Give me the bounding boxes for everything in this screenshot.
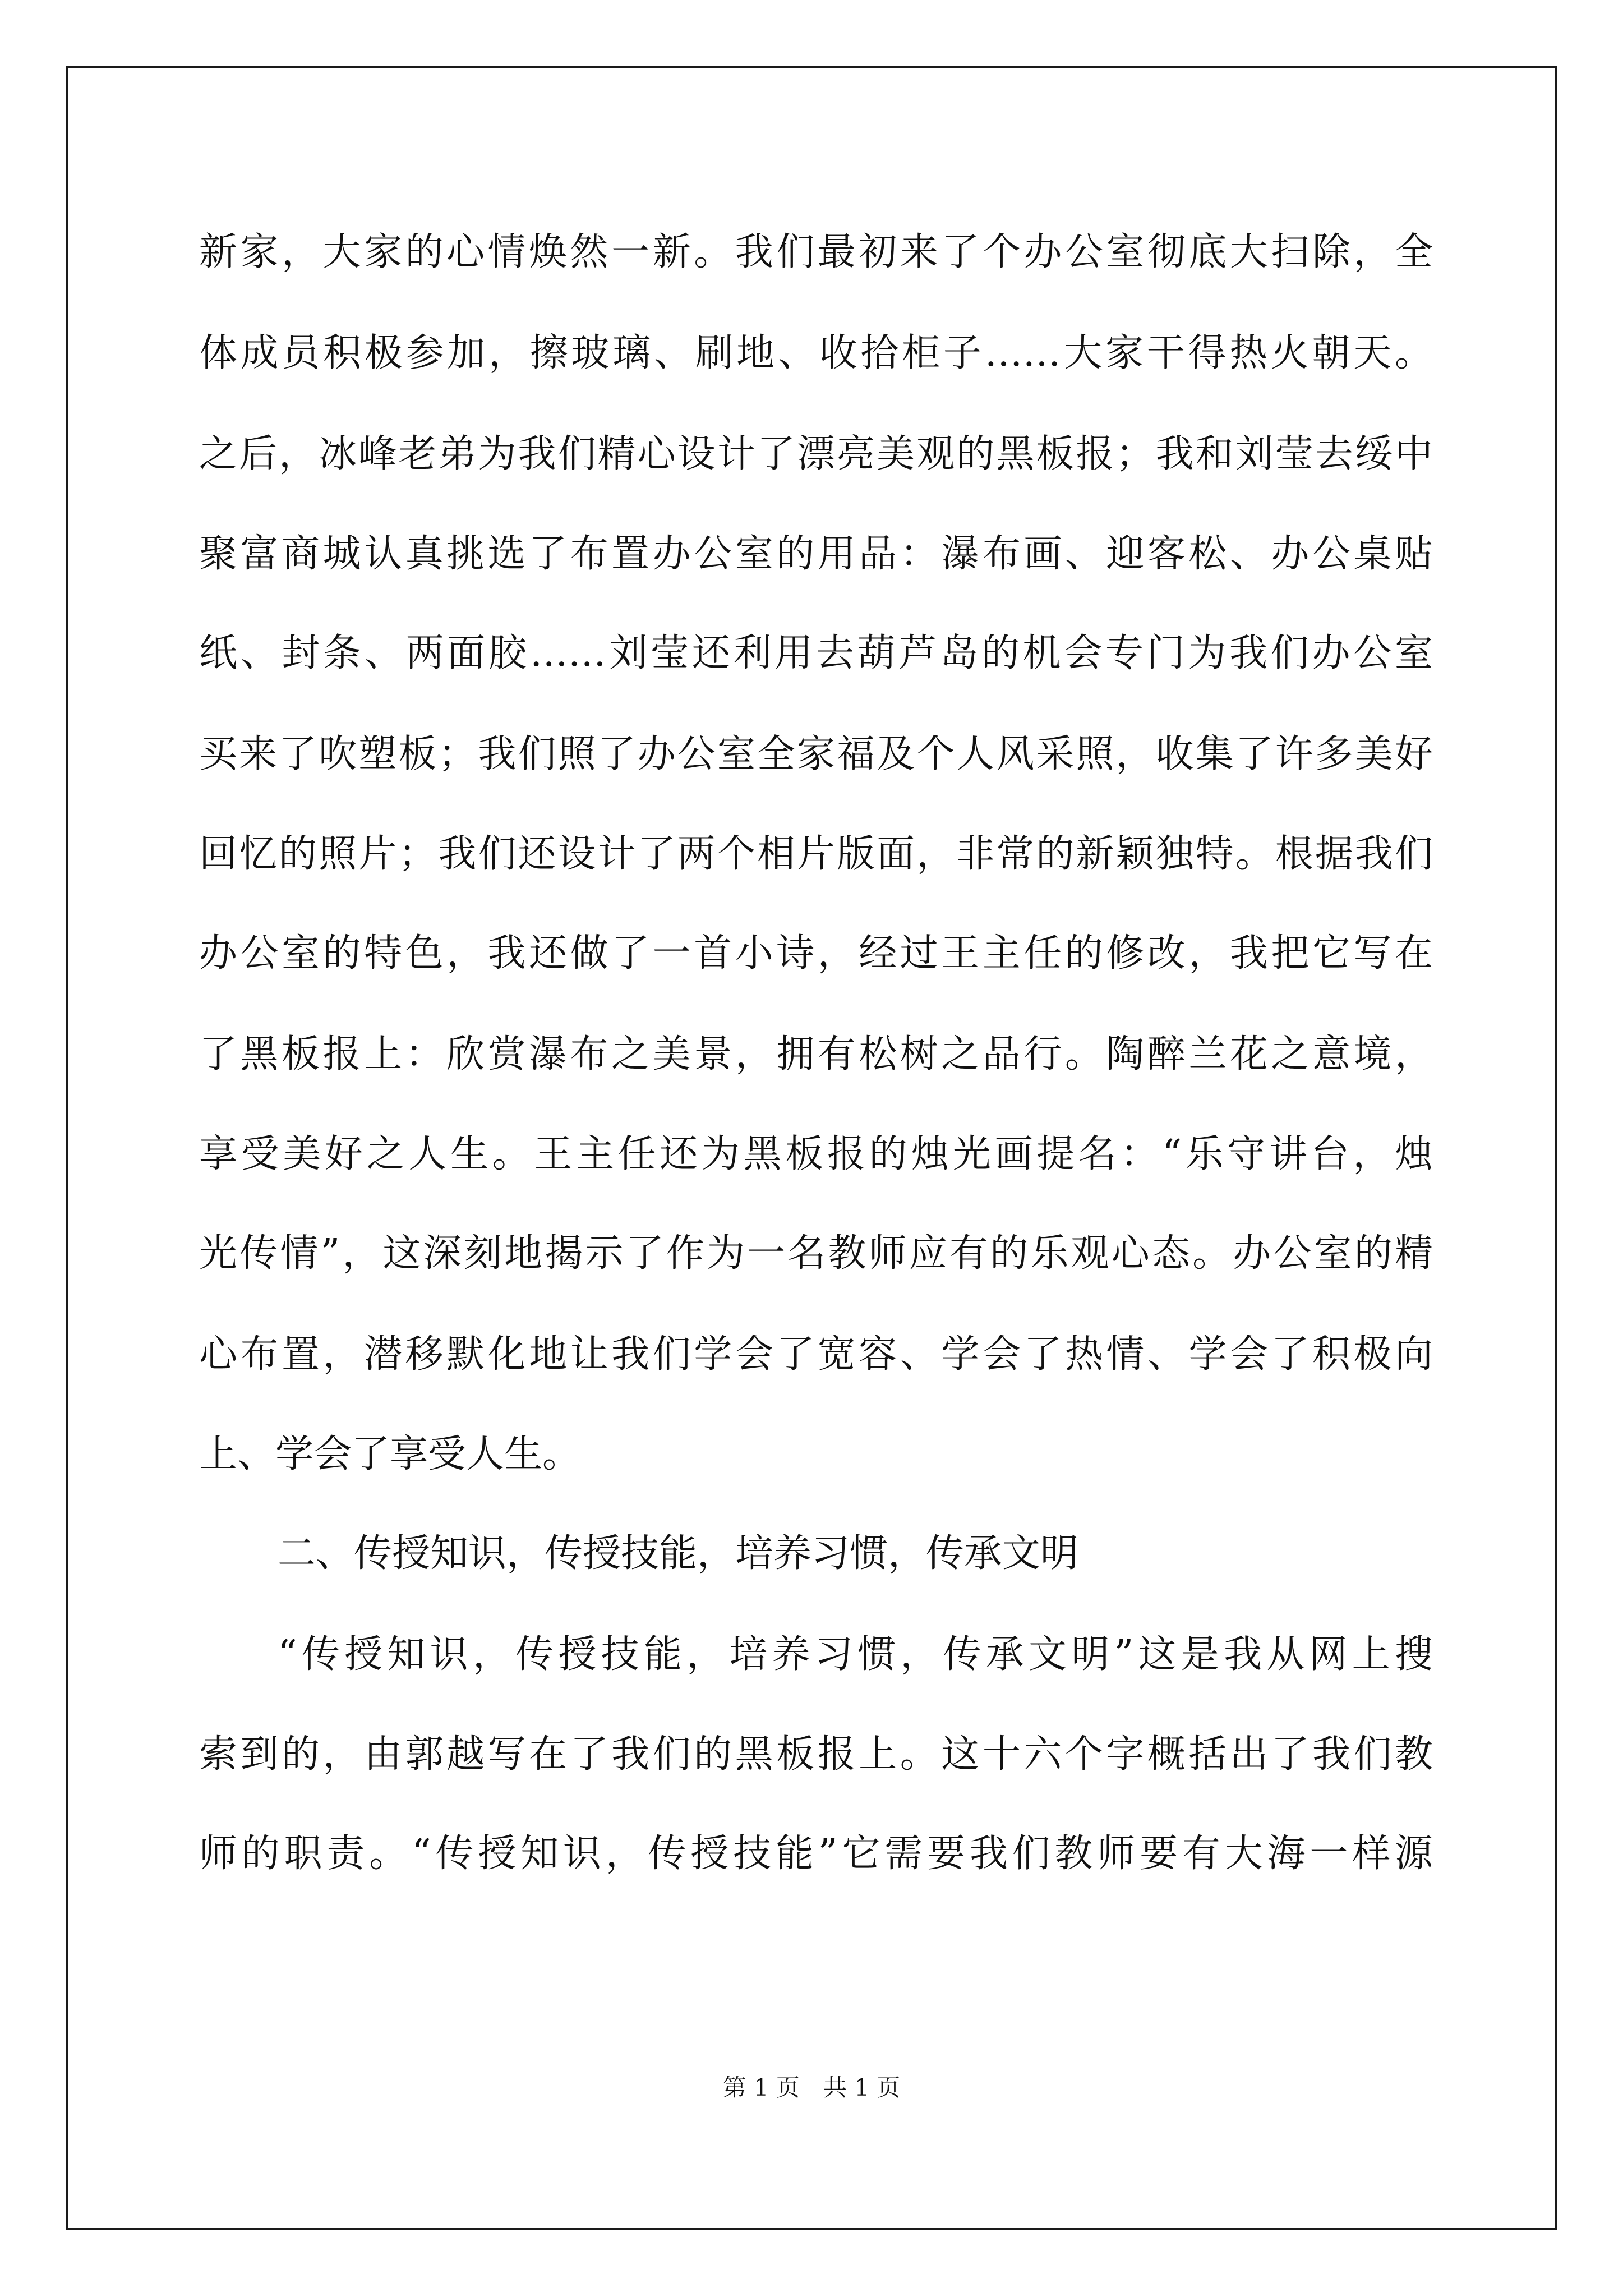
page-number-footer: 第 1 页 共 1 页 bbox=[722, 2074, 901, 2101]
text-line: “传授知识，传授技能，培养习惯，传承文明”这是我从网上搜 bbox=[278, 1632, 1433, 1677]
text-line: 聚富商城认真挑选了布置办公室的用品：瀑布画、迎客松、办公桌贴 bbox=[199, 532, 1433, 576]
text-line: 办公室的特色，我还做了一首小诗，经过王主任的修改，我把它写在 bbox=[199, 931, 1433, 976]
text-line: 师的职责。“传授知识，传授技能”它需要我们教师要有大海一样源 bbox=[199, 1832, 1433, 1876]
text-line: 回忆的照片；我们还设计了两个相片版面，非常的新颖独特。根据我们 bbox=[199, 832, 1433, 876]
text-line: 上、学会了享受人生。 bbox=[199, 1432, 581, 1476]
text-line: 体成员积极参加，擦玻璃、刷地、收拾柜子……大家干得热火朝天。 bbox=[199, 331, 1433, 375]
text-line: 心布置，潜移默化地让我们学会了宽容、学会了热情、学会了积极向 bbox=[199, 1332, 1433, 1377]
text-line: 光传情”，这深刻地揭示了作为一名教师应有的乐观心态。办公室的精 bbox=[199, 1231, 1433, 1276]
text-line: 纸、封条、两面胶……刘莹还利用去葫芦岛的机会专门为我们办公室 bbox=[199, 631, 1433, 675]
text-line: 享受美好之人生。王主任还为黑板报的烛光画提名：“乐守讲台，烛 bbox=[199, 1132, 1433, 1176]
text-line: 之后，冰峰老弟为我们精心设计了漂亮美观的黑板报；我和刘莹去绥中 bbox=[199, 432, 1433, 476]
section-heading: 二、传授知识，传授技能，培养习惯，传承文明 bbox=[278, 1531, 1079, 1576]
text-line: 新家，大家的心情焕然一新。我们最初来了个办公室彻底大扫除，全 bbox=[199, 230, 1433, 274]
text-line: 索到的，由郭越写在了我们的黑板报上。这十六个字概括出了我们教 bbox=[199, 1732, 1433, 1777]
text-line: 了黑板报上：欣赏瀑布之美景，拥有松树之品行。陶醉兰花之意境， bbox=[199, 1032, 1433, 1076]
text-line: 买来了吹塑板；我们照了办公室全家福及个人风采照，收集了许多美好 bbox=[199, 732, 1433, 776]
